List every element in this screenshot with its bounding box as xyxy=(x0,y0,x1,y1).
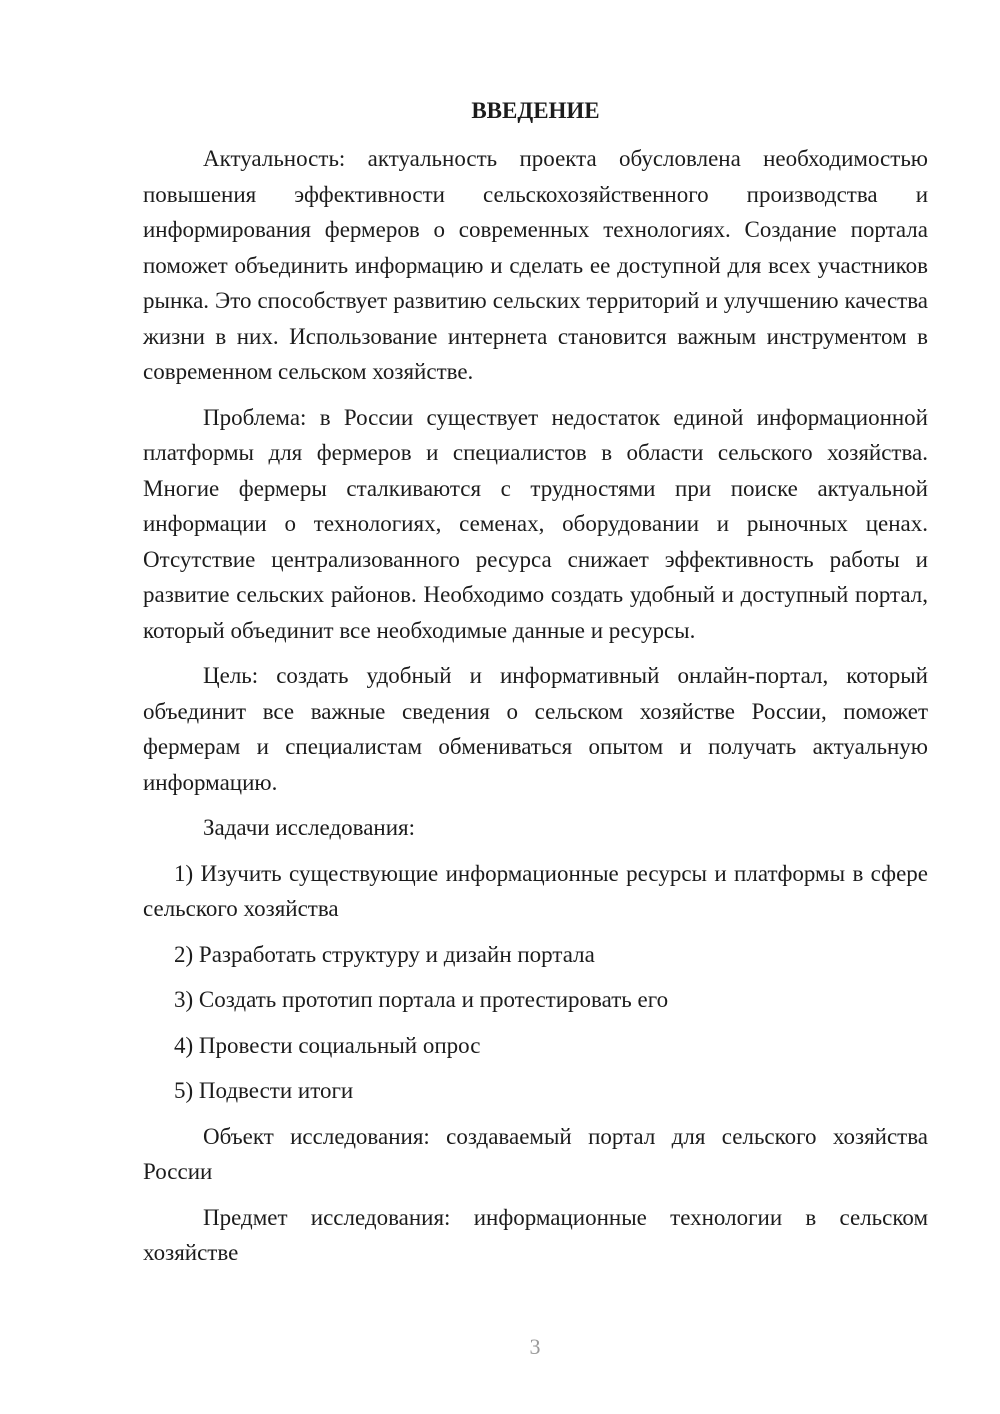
task-item: 2) Разработать структуру и дизайн портала xyxy=(174,941,595,967)
relevance-paragraph: Актуальность: актуальность проекта обусловлена необходимостью повышения эффективности сельскохозяйственного производства и информирования фермеров о современных технологиях. Создание портала поможет объединить информацию и сделать ее доступной для всех участников рынка. Это способствует развитию сельских территорий и улучшению качества жизни в них. Использование интернета становится важным инструментом в современном сельском хозяйстве. xyxy=(143,146,928,384)
task-item: 1) Изучить существующие информационные ресурсы и платформы в сфере сельского хозяйства xyxy=(143,860,928,921)
task-item: 3) Создать прототип портала и протестировать его xyxy=(174,987,669,1012)
goal-paragraph: Цель: создать удобный и информативный онлайн-портал, который объединит все важные сведения о сельском хозяйстве России, поможет фермерам и специалистам обмениваться опытом и получать актуальную информацию. xyxy=(143,663,928,795)
page-title: ВВЕДЕНИЕ xyxy=(471,98,600,123)
object-paragraph: Объект исследования: создаваемый портал для сельского хозяйства России xyxy=(143,1123,928,1184)
problem-paragraph: Проблема: в России существует недостаток единой информационной платформы для фермеров и специалистов в области сельского хозяйства. Многие фермеры сталкиваются с трудностями при поиске актуальной информации о технологиях, семенах, оборудовании и рыночных ценах. Отсутствие централизованного ресурса снижает эффективность работы и развитие сельских районов. Необходимо создать удобный и доступный портал, который объединит все необходимые данные и ресурсы. xyxy=(143,404,928,643)
subject-paragraph: Предмет исследования: информационные технологии в сельском хозяйстве xyxy=(143,1204,928,1265)
tasks-title: Задачи исследования: xyxy=(203,815,416,840)
task-item: 5) Подвести итоги xyxy=(174,1078,354,1103)
page-number: 3 xyxy=(529,1334,541,1359)
document-body xyxy=(143,141,928,1281)
task-item: 4) Провести социальный опрос xyxy=(174,1032,481,1058)
